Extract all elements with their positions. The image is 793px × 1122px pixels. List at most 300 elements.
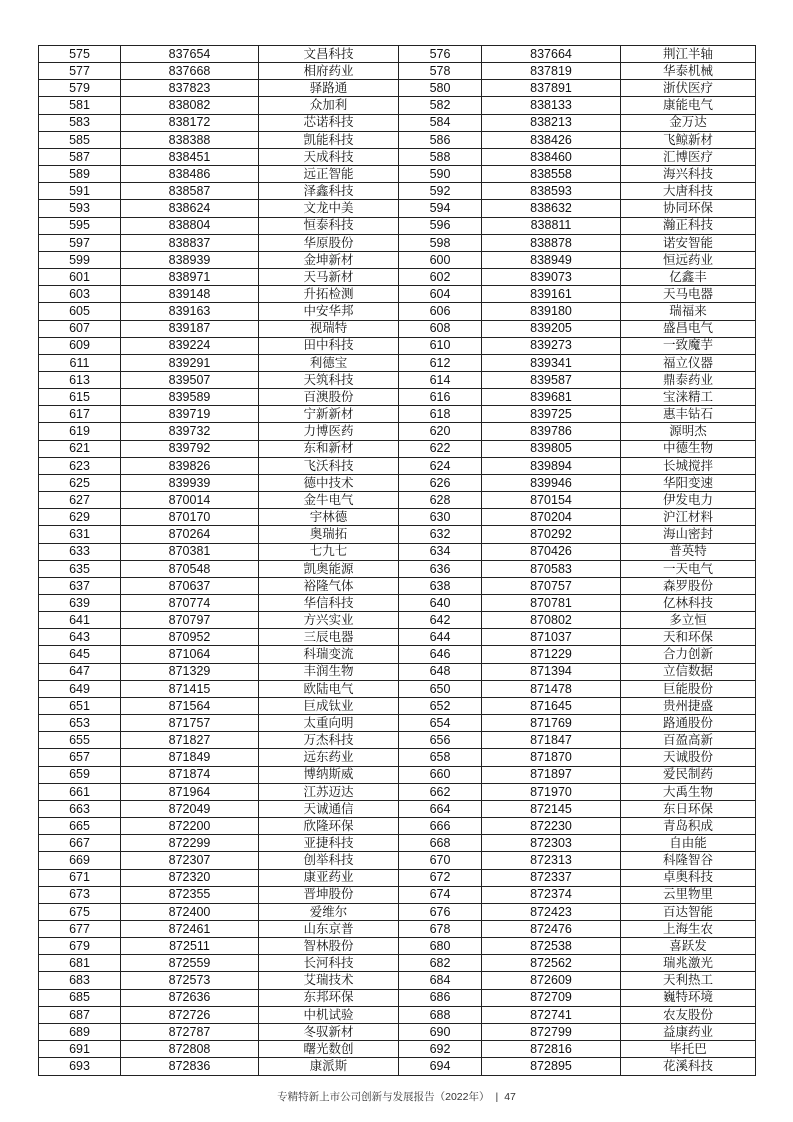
stock-code-cell: 839341: [482, 354, 621, 371]
table-row: [39, 269, 756, 286]
stock-code-cell: 838451: [121, 148, 259, 165]
stock-code-cell: 839939: [121, 474, 259, 491]
table-row: [39, 595, 756, 612]
row-number-cell: 623: [39, 457, 121, 474]
row-number-cell: 594: [399, 200, 482, 217]
company-name-cell: 凯能科技: [259, 131, 399, 148]
stock-code-cell: 871064: [121, 646, 259, 663]
stock-code-cell: 872337: [482, 869, 621, 886]
row-number-cell: 667: [39, 835, 121, 852]
company-name-cell: 文昌科技: [259, 46, 399, 63]
stock-code-cell: 872609: [482, 972, 621, 989]
company-name-cell: 大唐科技: [621, 183, 756, 200]
table-row: [39, 577, 756, 594]
stock-code-cell: 839161: [482, 286, 621, 303]
company-name-cell: 华原股份: [259, 234, 399, 251]
stock-code-cell: 839587: [482, 371, 621, 388]
row-number-cell: 687: [39, 1006, 121, 1023]
stock-code-cell: 870548: [121, 560, 259, 577]
row-number-cell: 625: [39, 474, 121, 491]
company-name-cell: 金万达: [621, 114, 756, 131]
stock-code-cell: 838878: [482, 234, 621, 251]
row-number-cell: 679: [39, 938, 121, 955]
row-number-cell: 593: [39, 200, 121, 217]
stock-code-cell: 872709: [482, 989, 621, 1006]
row-number-cell: 670: [399, 852, 482, 869]
company-name-cell: 宇林德: [259, 509, 399, 526]
row-number-cell: 584: [399, 114, 482, 131]
row-number-cell: 682: [399, 955, 482, 972]
table-row: [39, 920, 756, 937]
company-name-cell: 巨成钛业: [259, 697, 399, 714]
row-number-cell: 686: [399, 989, 482, 1006]
stock-code-cell: 839681: [482, 389, 621, 406]
stock-code-cell: 838971: [121, 269, 259, 286]
company-name-cell: 七九七: [259, 543, 399, 560]
company-name-cell: 三辰电器: [259, 629, 399, 646]
stock-code-cell: 870170: [121, 509, 259, 526]
row-number-cell: 602: [399, 269, 482, 286]
stock-code-cell: 839205: [482, 320, 621, 337]
row-number-cell: 661: [39, 783, 121, 800]
table-row: [39, 303, 756, 320]
company-name-cell: 宁新新材: [259, 406, 399, 423]
company-name-cell: 毕托巴: [621, 1041, 756, 1058]
table-row: [39, 783, 756, 800]
stock-code-cell: 871415: [121, 680, 259, 697]
company-name-cell: 冬驭新材: [259, 1023, 399, 1040]
stock-code-cell: 872726: [121, 1006, 259, 1023]
table-row: [39, 406, 756, 423]
row-number-cell: 596: [399, 217, 482, 234]
stock-code-cell: 872562: [482, 955, 621, 972]
table-row: [39, 972, 756, 989]
table-row: [39, 680, 756, 697]
company-name-cell: 天成科技: [259, 148, 399, 165]
row-number-cell: 609: [39, 337, 121, 354]
stock-code-cell: 838593: [482, 183, 621, 200]
stock-code-cell: 872200: [121, 818, 259, 835]
company-name-cell: 凯奥能源: [259, 560, 399, 577]
row-number-cell: 671: [39, 869, 121, 886]
stock-code-cell: 839786: [482, 423, 621, 440]
table-row: [39, 474, 756, 491]
stock-code-cell: 871849: [121, 749, 259, 766]
company-name-cell: 江苏迈达: [259, 783, 399, 800]
row-number-cell: 674: [399, 886, 482, 903]
company-name-cell: 山东京普: [259, 920, 399, 937]
company-name-cell: 泽鑫科技: [259, 183, 399, 200]
stock-code-cell: 872799: [482, 1023, 621, 1040]
row-number-cell: 683: [39, 972, 121, 989]
table-row: [39, 320, 756, 337]
stock-code-cell: 872559: [121, 955, 259, 972]
table-row: [39, 1006, 756, 1023]
row-number-cell: 659: [39, 766, 121, 783]
row-number-cell: 611: [39, 354, 121, 371]
company-name-cell: 华阳变速: [621, 474, 756, 491]
company-list-table: [38, 45, 756, 1076]
company-name-cell: 百盈高新: [621, 732, 756, 749]
row-number-cell: 603: [39, 286, 121, 303]
stock-code-cell: 838939: [121, 251, 259, 268]
row-number-cell: 653: [39, 715, 121, 732]
row-number-cell: 668: [399, 835, 482, 852]
stock-code-cell: 838460: [482, 148, 621, 165]
stock-code-cell: 872538: [482, 938, 621, 955]
company-name-cell: 长城搅拌: [621, 457, 756, 474]
stock-code-cell: 838082: [121, 97, 259, 114]
stock-code-cell: 839180: [482, 303, 621, 320]
table-row: [39, 1041, 756, 1058]
stock-code-cell: 870583: [482, 560, 621, 577]
stock-code-cell: 872299: [121, 835, 259, 852]
stock-code-cell: 872895: [482, 1058, 621, 1076]
company-name-cell: 自由能: [621, 835, 756, 852]
table-row: [39, 697, 756, 714]
row-number-cell: 672: [399, 869, 482, 886]
table-row: [39, 371, 756, 388]
stock-code-cell: 838949: [482, 251, 621, 268]
row-number-cell: 589: [39, 166, 121, 183]
row-number-cell: 595: [39, 217, 121, 234]
table-row: [39, 1058, 756, 1076]
row-number-cell: 619: [39, 423, 121, 440]
company-name-cell: 海兴科技: [621, 166, 756, 183]
row-number-cell: 627: [39, 492, 121, 509]
row-number-cell: 685: [39, 989, 121, 1006]
footer-separator: |: [495, 1091, 499, 1103]
row-number-cell: 688: [399, 1006, 482, 1023]
table-row: [39, 835, 756, 852]
stock-code-cell: 838486: [121, 166, 259, 183]
row-number-cell: 677: [39, 920, 121, 937]
row-number-cell: 590: [399, 166, 482, 183]
row-number-cell: 665: [39, 818, 121, 835]
stock-code-cell: 871329: [121, 663, 259, 680]
table-row: [39, 749, 756, 766]
stock-code-cell: 870637: [121, 577, 259, 594]
company-name-cell: 欣隆环保: [259, 818, 399, 835]
stock-code-cell: 870264: [121, 526, 259, 543]
row-number-cell: 642: [399, 612, 482, 629]
stock-code-cell: 870426: [482, 543, 621, 560]
company-name-cell: 奥瑞拓: [259, 526, 399, 543]
company-name-cell: 太重向明: [259, 715, 399, 732]
stock-code-cell: 872741: [482, 1006, 621, 1023]
company-name-cell: 巨能股份: [621, 680, 756, 697]
table-body: [39, 46, 756, 1076]
row-number-cell: 580: [399, 80, 482, 97]
company-name-cell: 福立仪器: [621, 354, 756, 371]
table-row: [39, 166, 756, 183]
row-number-cell: 645: [39, 646, 121, 663]
stock-code-cell: 837664: [482, 46, 621, 63]
row-number-cell: 597: [39, 234, 121, 251]
company-name-cell: 百澳股份: [259, 389, 399, 406]
stock-code-cell: 872636: [121, 989, 259, 1006]
stock-code-cell: 872230: [482, 818, 621, 835]
table-row: [39, 337, 756, 354]
stock-code-cell: 871874: [121, 766, 259, 783]
table-row: [39, 612, 756, 629]
stock-code-cell: 872511: [121, 938, 259, 955]
company-name-cell: 合力创新: [621, 646, 756, 663]
row-number-cell: 692: [399, 1041, 482, 1058]
table-row: [39, 715, 756, 732]
row-number-cell: 656: [399, 732, 482, 749]
stock-code-cell: 872049: [121, 800, 259, 817]
company-name-cell: 鼎泰药业: [621, 371, 756, 388]
row-number-cell: 615: [39, 389, 121, 406]
table-row: [39, 46, 756, 63]
stock-code-cell: 839224: [121, 337, 259, 354]
stock-code-cell: 871564: [121, 697, 259, 714]
company-name-cell: 亿鑫丰: [621, 269, 756, 286]
row-number-cell: 604: [399, 286, 482, 303]
row-number-cell: 647: [39, 663, 121, 680]
stock-code-cell: 839946: [482, 474, 621, 491]
row-number-cell: 598: [399, 234, 482, 251]
stock-code-cell: 837819: [482, 63, 621, 80]
table-row: [39, 492, 756, 509]
table-row: [39, 389, 756, 406]
table-row: [39, 955, 756, 972]
table-row: [39, 286, 756, 303]
row-number-cell: 620: [399, 423, 482, 440]
row-number-cell: 636: [399, 560, 482, 577]
table-row: [39, 63, 756, 80]
row-number-cell: 680: [399, 938, 482, 955]
stock-code-cell: 838632: [482, 200, 621, 217]
row-number-cell: 657: [39, 749, 121, 766]
row-number-cell: 610: [399, 337, 482, 354]
company-name-cell: 方兴实业: [259, 612, 399, 629]
stock-code-cell: 872461: [121, 920, 259, 937]
stock-code-cell: 839187: [121, 320, 259, 337]
company-name-cell: 创举科技: [259, 852, 399, 869]
company-name-cell: 飞沃科技: [259, 457, 399, 474]
row-number-cell: 576: [399, 46, 482, 63]
row-number-cell: 607: [39, 320, 121, 337]
row-number-cell: 588: [399, 148, 482, 165]
company-name-cell: 路通股份: [621, 715, 756, 732]
row-number-cell: 690: [399, 1023, 482, 1040]
row-number-cell: 652: [399, 697, 482, 714]
stock-code-cell: 872573: [121, 972, 259, 989]
company-name-cell: 飞鲸新材: [621, 131, 756, 148]
row-number-cell: 675: [39, 903, 121, 920]
stock-code-cell: 839805: [482, 440, 621, 457]
table-row: [39, 629, 756, 646]
row-number-cell: 637: [39, 577, 121, 594]
table-row: [39, 80, 756, 97]
stock-code-cell: 870781: [482, 595, 621, 612]
row-number-cell: 632: [399, 526, 482, 543]
row-number-cell: 591: [39, 183, 121, 200]
row-number-cell: 691: [39, 1041, 121, 1058]
company-name-cell: 亿林科技: [621, 595, 756, 612]
row-number-cell: 630: [399, 509, 482, 526]
table-row: [39, 509, 756, 526]
stock-code-cell: 871394: [482, 663, 621, 680]
table-row: [39, 200, 756, 217]
company-name-cell: 爱民制药: [621, 766, 756, 783]
company-name-cell: 博纳斯威: [259, 766, 399, 783]
stock-code-cell: 837654: [121, 46, 259, 63]
stock-code-cell: 870952: [121, 629, 259, 646]
company-name-cell: 爱维尔: [259, 903, 399, 920]
row-number-cell: 583: [39, 114, 121, 131]
company-name-cell: 华泰机械: [621, 63, 756, 80]
row-number-cell: 641: [39, 612, 121, 629]
stock-code-cell: 872313: [482, 852, 621, 869]
company-name-cell: 康能电气: [621, 97, 756, 114]
company-name-cell: 康派斯: [259, 1058, 399, 1076]
row-number-cell: 643: [39, 629, 121, 646]
company-name-cell: 瑞福来: [621, 303, 756, 320]
company-name-cell: 科瑞变流: [259, 646, 399, 663]
row-number-cell: 648: [399, 663, 482, 680]
table-row: [39, 148, 756, 165]
table-row: [39, 886, 756, 903]
table-row: [39, 183, 756, 200]
table-row: [39, 234, 756, 251]
stock-code-cell: 839792: [121, 440, 259, 457]
row-number-cell: 587: [39, 148, 121, 165]
stock-code-cell: 872320: [121, 869, 259, 886]
stock-code-cell: 838837: [121, 234, 259, 251]
stock-code-cell: 839732: [121, 423, 259, 440]
table-row: [39, 766, 756, 783]
company-name-cell: 宝涞精工: [621, 389, 756, 406]
row-number-cell: 618: [399, 406, 482, 423]
table-row: [39, 97, 756, 114]
company-name-cell: 盛昌电气: [621, 320, 756, 337]
company-name-cell: 汇博医疗: [621, 148, 756, 165]
company-name-cell: 天诚股份: [621, 749, 756, 766]
company-name-cell: 天筑科技: [259, 371, 399, 388]
company-name-cell: 欧陆电气: [259, 680, 399, 697]
row-number-cell: 669: [39, 852, 121, 869]
company-name-cell: 视瑞特: [259, 320, 399, 337]
company-name-cell: 晋坤股份: [259, 886, 399, 903]
row-number-cell: 585: [39, 131, 121, 148]
row-number-cell: 646: [399, 646, 482, 663]
stock-code-cell: 870292: [482, 526, 621, 543]
stock-code-cell: 870757: [482, 577, 621, 594]
company-name-cell: 众加利: [259, 97, 399, 114]
table-row: [39, 646, 756, 663]
row-number-cell: 622: [399, 440, 482, 457]
company-name-cell: 荆江半轴: [621, 46, 756, 63]
row-number-cell: 634: [399, 543, 482, 560]
page-number: 47: [504, 1091, 516, 1103]
stock-code-cell: 839148: [121, 286, 259, 303]
company-name-cell: 远正智能: [259, 166, 399, 183]
company-name-cell: 中德生物: [621, 440, 756, 457]
company-name-cell: 亚捷科技: [259, 835, 399, 852]
row-number-cell: 600: [399, 251, 482, 268]
row-number-cell: 640: [399, 595, 482, 612]
company-name-cell: 裕隆气体: [259, 577, 399, 594]
row-number-cell: 633: [39, 543, 121, 560]
row-number-cell: 581: [39, 97, 121, 114]
company-name-cell: 卓奥科技: [621, 869, 756, 886]
row-number-cell: 614: [399, 371, 482, 388]
stock-code-cell: 872476: [482, 920, 621, 937]
stock-code-cell: 872303: [482, 835, 621, 852]
company-name-cell: 金坤新材: [259, 251, 399, 268]
company-name-cell: 云里物里: [621, 886, 756, 903]
stock-code-cell: 871847: [482, 732, 621, 749]
company-name-cell: 源明杰: [621, 423, 756, 440]
table-row: [39, 423, 756, 440]
row-number-cell: 663: [39, 800, 121, 817]
company-name-cell: 瀚正科技: [621, 217, 756, 234]
company-name-cell: 天利热工: [621, 972, 756, 989]
stock-code-cell: 870802: [482, 612, 621, 629]
company-name-cell: 多立恒: [621, 612, 756, 629]
company-name-cell: 科隆智谷: [621, 852, 756, 869]
company-name-cell: 协同环保: [621, 200, 756, 217]
company-name-cell: 农友股份: [621, 1006, 756, 1023]
company-name-cell: 田中科技: [259, 337, 399, 354]
company-name-cell: 天马电器: [621, 286, 756, 303]
table-row: [39, 903, 756, 920]
stock-code-cell: 871645: [482, 697, 621, 714]
row-number-cell: 608: [399, 320, 482, 337]
company-name-cell: 天马新材: [259, 269, 399, 286]
row-number-cell: 621: [39, 440, 121, 457]
stock-code-cell: 871970: [482, 783, 621, 800]
row-number-cell: 639: [39, 595, 121, 612]
company-name-cell: 花溪科技: [621, 1058, 756, 1076]
stock-code-cell: 839273: [482, 337, 621, 354]
stock-code-cell: 872400: [121, 903, 259, 920]
company-name-cell: 丰润生物: [259, 663, 399, 680]
stock-code-cell: 838426: [482, 131, 621, 148]
company-name-cell: 瑞兆激光: [621, 955, 756, 972]
company-name-cell: 浙伏医疗: [621, 80, 756, 97]
stock-code-cell: 872374: [482, 886, 621, 903]
table-row: [39, 131, 756, 148]
table-row: [39, 663, 756, 680]
company-name-cell: 德中技术: [259, 474, 399, 491]
company-name-cell: 恒泰科技: [259, 217, 399, 234]
stock-code-cell: 838172: [121, 114, 259, 131]
company-name-cell: 立信数据: [621, 663, 756, 680]
stock-code-cell: 837668: [121, 63, 259, 80]
stock-code-cell: 871870: [482, 749, 621, 766]
stock-code-cell: 870381: [121, 543, 259, 560]
row-number-cell: 638: [399, 577, 482, 594]
company-name-cell: 青岛积成: [621, 818, 756, 835]
report-title: 专精特新上市公司创新与发展报告（2022年）: [277, 1091, 490, 1103]
company-name-cell: 大禹生物: [621, 783, 756, 800]
company-name-cell: 芯诺科技: [259, 114, 399, 131]
company-name-cell: 曙光数创: [259, 1041, 399, 1058]
row-number-cell: 601: [39, 269, 121, 286]
company-name-cell: 文龙中美: [259, 200, 399, 217]
stock-code-cell: 838804: [121, 217, 259, 234]
stock-code-cell: 837891: [482, 80, 621, 97]
table-row: [39, 560, 756, 577]
company-name-cell: 中机试验: [259, 1006, 399, 1023]
table-row: [39, 251, 756, 268]
row-number-cell: 666: [399, 818, 482, 835]
table-row: [39, 457, 756, 474]
